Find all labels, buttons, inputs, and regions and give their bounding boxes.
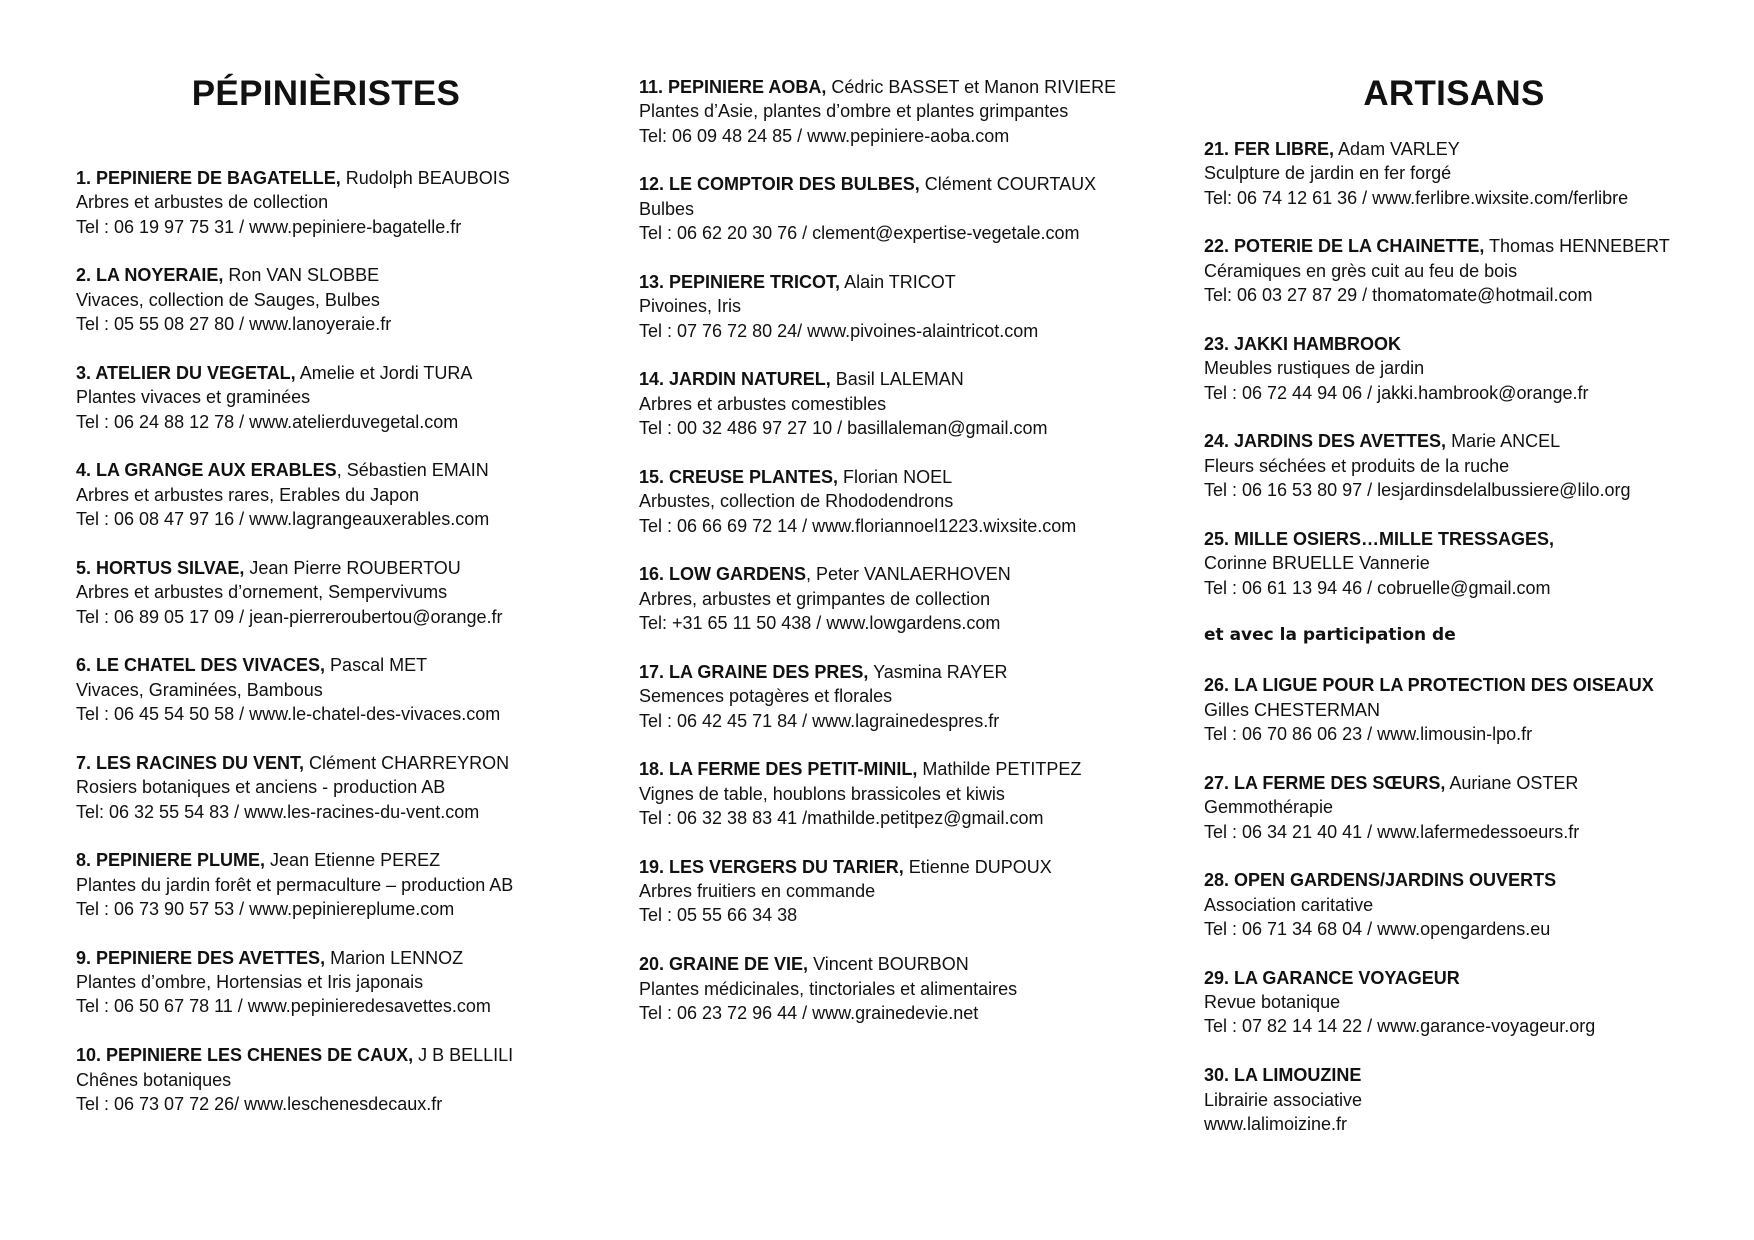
exhibitor-contact: Tel: 06 74 12 61 36 / www.ferlibre.wixsite.com/ferlibre — [1204, 187, 1629, 208]
exhibitor-contact: Tel : 06 23 72 96 44 / www.grainedevie.net — [639, 1002, 979, 1023]
exhibitor-name: 19. LES VERGERS DU TARIER, — [639, 856, 904, 877]
exhibitor-title-line — [1204, 966, 1670, 990]
exhibitor-title-line — [639, 562, 1116, 586]
exhibitor-title-line — [76, 458, 513, 482]
exhibitor-name: 27. LA FERME DES SŒURS, — [1204, 772, 1446, 793]
exhibitor-description: Meubles rustiques de jardin — [1204, 358, 1425, 379]
exhibitor-description: Revue botanique — [1204, 992, 1341, 1013]
exhibitor-entry — [639, 952, 1116, 1025]
exhibitor-contact: Tel : 06 71 34 68 04 / www.opengardens.eu — [1204, 918, 1551, 939]
exhibitor-title-line — [639, 172, 1116, 196]
exhibitor-title-line — [639, 465, 1116, 489]
exhibitor-name: 8. PEPINIERE PLUME, — [76, 850, 266, 871]
exhibitor-title-line — [1204, 1063, 1670, 1087]
exhibitor-contact: Tel : 06 70 86 06 23 / www.limousin-lpo.fr — [1204, 724, 1533, 745]
exhibitor-contact: www.lalimoizine.fr — [1204, 1113, 1348, 1134]
exhibitor-contact: Tel : 06 08 47 97 16 / www.lagrangeauxerables.com — [76, 509, 490, 530]
exhibitor-person: Florian NOEL — [838, 466, 953, 487]
exhibitor-person: Cédric BASSET et Manon RIVIERE — [826, 77, 1117, 97]
exhibitor-entry — [639, 855, 1116, 928]
exhibitor-person: Jean Etienne PEREZ — [265, 850, 441, 871]
exhibitor-description: Association caritative — [1204, 894, 1374, 915]
artisans-entries — [1204, 137, 1670, 600]
exhibitor-title-line — [1204, 527, 1670, 551]
exhibitor-name: 29. LA GARANCE VOYAGEUR — [1204, 967, 1460, 988]
exhibitor-name: 12. LE COMPTOIR DES BULBES, — [639, 174, 920, 195]
exhibitor-name: 10. PEPINIERE LES CHENES DE CAUX, — [76, 1045, 414, 1066]
exhibitor-person: Clément COURTAUX — [919, 174, 1097, 195]
exhibitor-description: Plantes vivaces et graminées — [76, 387, 311, 408]
exhibitor-name: 13. PEPINIERE TRICOT, — [639, 271, 841, 292]
exhibitor-description: Corinne BRUELLE Vannerie — [1204, 553, 1430, 574]
exhibitor-entry — [76, 361, 513, 434]
exhibitor-contact: Tel : 05 55 08 27 80 / www.lanoyeraie.fr — [76, 314, 392, 335]
exhibitor-contact: Tel : 06 45 54 50 58 / www.le-chatel-des-vivaces.com — [76, 704, 501, 725]
exhibitor-description: Vivaces, collection de Sauges, Bulbes — [76, 289, 380, 310]
exhibitor-person: Yasmina RAYER — [868, 661, 1008, 682]
exhibitor-person: Adam VARLEY — [1334, 139, 1460, 159]
exhibitor-title-line — [1204, 429, 1670, 453]
exhibitor-person: Clément CHARREYRON — [304, 752, 510, 773]
exhibitor-person: Etienne DUPOUX — [903, 856, 1052, 877]
exhibitor-name: 16. LOW GARDENS — [639, 564, 807, 585]
exhibitor-description: Céramiques en grès cuit au feu de bois — [1204, 260, 1518, 281]
exhibitor-title-line — [639, 367, 1116, 391]
exhibitor-description: Fleurs séchées et produits de la ruche — [1204, 455, 1510, 476]
exhibitor-contact: Tel: 06 32 55 54 83 / www.les-racines-du-vent.com — [76, 801, 480, 822]
exhibitor-description: Vivaces, Graminées, Bambous — [76, 679, 323, 700]
exhibitor-entry — [76, 1043, 513, 1116]
exhibitor-person: Vincent BOURBON — [808, 954, 969, 975]
exhibitor-name: 30. LA LIMOUZINE — [1204, 1065, 1362, 1086]
exhibitor-entry — [1204, 673, 1670, 746]
exhibitor-contact: Tel : 06 66 69 72 14 / www.floriannoel1223.wixsite.com — [639, 515, 1077, 536]
exhibitor-title-line — [76, 946, 513, 970]
exhibitor-person: Mathilde PETITPEZ — [917, 759, 1082, 780]
exhibitor-title-line — [1204, 332, 1670, 356]
exhibitor-title-line — [76, 263, 513, 287]
partner-entries — [1204, 673, 1670, 1136]
exhibitor-description: Plantes du jardin forêt et permaculture – production AB — [76, 874, 514, 895]
exhibitor-person: Rudolph BEAUBOIS — [340, 168, 510, 188]
exhibitor-entry — [639, 270, 1116, 343]
exhibitor-contact: Tel: 06 09 48 24 85 / www.pepiniere-aoba.com — [639, 125, 1010, 146]
exhibitor-contact: Tel : 07 76 72 80 24/ www.pivoines-alaintricot.com — [639, 320, 1039, 341]
exhibitor-entry — [1204, 137, 1670, 210]
exhibitor-contact: Tel : 05 55 66 34 38 — [639, 905, 798, 926]
exhibitor-person: Auriane OSTER — [1445, 772, 1579, 793]
exhibitor-person: Jean Pierre ROUBERTOU — [244, 557, 461, 578]
exhibitor-person: , Sébastien EMAIN — [336, 460, 489, 481]
exhibitor-description: Gemmothérapie — [1204, 797, 1334, 818]
exhibitor-entry — [639, 75, 1116, 148]
exhibitor-person: Pascal MET — [325, 655, 428, 676]
exhibitor-name: 28. OPEN GARDENS/JARDINS OUVERTS — [1204, 870, 1557, 891]
exhibitor-entry — [1204, 429, 1670, 502]
exhibitor-title-line — [1204, 868, 1670, 892]
exhibitor-title-line — [1204, 234, 1670, 258]
exhibitor-title-line — [76, 848, 513, 872]
exhibitor-contact: Tel : 06 16 53 80 97 / lesjardinsdelalbussiere@lilo.org — [1204, 480, 1631, 501]
exhibitor-contact: Tel : 06 24 88 12 78 / www.atelierduvegetal.com — [76, 411, 459, 432]
exhibitor-contact: Tel: 06 03 27 87 29 / thomatomate@hotmail.com — [1204, 285, 1593, 306]
exhibitor-title-line — [76, 556, 513, 580]
exhibitor-name: 2. LA NOYERAIE, — [76, 265, 224, 286]
exhibitor-title-line — [639, 75, 1116, 99]
exhibitor-entry — [1204, 771, 1670, 844]
exhibitor-title-line — [76, 361, 513, 385]
exhibitor-entry — [639, 757, 1116, 830]
exhibitor-entry — [1204, 332, 1670, 405]
exhibitor-description: Chênes botaniques — [76, 1069, 232, 1090]
nurseries-list-middle — [639, 75, 1116, 1050]
exhibitor-name: 24. JARDINS DES AVETTES, — [1204, 431, 1447, 452]
exhibitor-contact: Tel : 07 82 14 14 22 / www.garance-voyageur.org — [1204, 1016, 1596, 1037]
exhibitor-description: Plantes d’Asie, plantes d’ombre et plantes grimpantes — [639, 101, 1069, 122]
exhibitor-entry — [1204, 966, 1670, 1039]
exhibitor-entry — [76, 166, 513, 239]
exhibitor-description: Arbres et arbustes comestibles — [639, 393, 887, 414]
exhibitor-contact: Tel : 06 32 38 83 41 /mathilde.petitpez@gmail.com — [639, 807, 1044, 828]
exhibitor-description: Sculpture de jardin en fer forgé — [1204, 163, 1452, 184]
exhibitor-contact: Tel : 06 62 20 30 76 / clement@expertise-vegetale.com — [639, 223, 1080, 244]
exhibitor-name: 7. LES RACINES DU VENT, — [76, 752, 305, 773]
exhibitor-name: 20. GRAINE DE VIE, — [639, 954, 809, 975]
exhibitor-entry — [639, 465, 1116, 538]
exhibitor-title-line — [1204, 137, 1670, 161]
exhibitor-title-line — [1204, 771, 1670, 795]
exhibitor-contact: Tel : 06 61 13 94 46 / cobruelle@gmail.com — [1204, 577, 1551, 598]
exhibitor-person: , Peter VANLAERHOVEN — [806, 564, 1011, 585]
exhibitor-entry — [639, 660, 1116, 733]
exhibitor-description: Pivoines, Iris — [639, 296, 742, 317]
exhibitor-entry — [1204, 527, 1670, 600]
exhibitor-title-line — [639, 757, 1116, 781]
exhibitor-contact: Tel : 06 50 67 78 11 / www.pepinieredesavettes.com — [76, 996, 491, 1017]
exhibitor-contact: Tel : 00 32 486 97 27 10 / basillaleman@gmail.com — [639, 418, 1048, 439]
exhibitor-entry — [76, 751, 513, 824]
exhibitor-entry — [1204, 868, 1670, 941]
exhibitor-name: 18. LA FERME DES PETIT-MINIL, — [639, 759, 918, 780]
nurseries-list-left — [76, 166, 513, 1141]
exhibitor-name: 11. PEPINIERE AOBA, — [639, 77, 827, 97]
exhibitor-contact: Tel : 06 42 45 71 84 / www.lagrainedespres.fr — [639, 710, 1000, 731]
exhibitor-name: 3. ATELIER DU VEGETAL, — [76, 362, 296, 383]
exhibitor-description: Plantes d’ombre, Hortensias et Iris japonais — [76, 972, 424, 993]
exhibitor-title-line — [76, 1043, 513, 1067]
exhibitor-name: 26. LA LIGUE POUR LA PROTECTION DES OISEAUX — [1204, 675, 1654, 696]
exhibitor-description: Arbres et arbustes rares, Erables du Japon — [76, 484, 420, 505]
exhibitor-entry — [76, 848, 513, 921]
exhibitor-description: Gilles CHESTERMAN — [1204, 699, 1381, 720]
exhibitor-description: Librairie associative — [1204, 1089, 1363, 1110]
exhibitor-name: 25. MILLE OSIERS…MILLE TRESSAGES, — [1204, 528, 1555, 549]
exhibitor-name: 21. FER LIBRE, — [1204, 139, 1335, 159]
exhibitor-title-line — [639, 270, 1116, 294]
exhibitor-name: 17. LA GRAINE DES PRES, — [639, 661, 869, 682]
exhibitor-name: 22. POTERIE DE LA CHAINETTE, — [1204, 236, 1485, 257]
exhibitor-entry — [639, 172, 1116, 245]
exhibitor-title-line — [639, 952, 1116, 976]
exhibitor-entry — [639, 562, 1116, 635]
exhibitor-description: Vignes de table, houblons brassicoles et kiwis — [639, 783, 1005, 804]
exhibitor-entry — [76, 263, 513, 336]
exhibitor-title-line — [639, 855, 1116, 879]
exhibitor-person: Marie ANCEL — [1446, 431, 1561, 452]
exhibitor-person: Alain TRICOT — [840, 271, 956, 292]
exhibitor-title-line — [76, 166, 513, 190]
participation-heading: et avec la participation de — [1204, 625, 1456, 646]
exhibitor-description: Bulbes — [639, 198, 695, 219]
exhibitor-entry — [639, 367, 1116, 440]
exhibitor-contact: Tel : 06 89 05 17 09 / jean-pierreroubertou@orange.fr — [76, 606, 503, 627]
exhibitor-entry — [76, 556, 513, 629]
exhibitor-entry — [76, 458, 513, 531]
exhibitor-description: Rosiers botaniques et anciens - production AB — [76, 777, 446, 798]
exhibitor-name: 6. LE CHATEL DES VIVACES, — [76, 655, 326, 676]
exhibitor-contact: Tel : 06 34 21 40 41 / www.lafermedessoeurs.fr — [1204, 821, 1580, 842]
exhibitor-description: Plantes médicinales, tinctoriales et alimentaires — [639, 978, 1018, 999]
exhibitor-person: Ron VAN SLOBBE — [223, 265, 380, 286]
exhibitor-description: Arbustes, collection de Rhododendrons — [639, 491, 954, 512]
exhibitor-contact: Tel : 06 73 07 72 26/ www.leschenesdecaux.fr — [76, 1093, 443, 1114]
exhibitor-entry — [76, 653, 513, 726]
exhibitor-name: 5. HORTUS SILVAE, — [76, 557, 245, 578]
exhibitor-contact: Tel : 06 72 44 94 06 / jakki.hambrook@orange.fr — [1204, 382, 1589, 403]
exhibitor-person: Amelie et Jordi TURA — [295, 362, 473, 383]
exhibitor-contact: Tel : 06 73 90 57 53 / www.pepiniereplume.com — [76, 898, 455, 919]
exhibitor-title-line — [639, 660, 1116, 684]
exhibitor-contact: Tel : 06 19 97 75 31 / www.pepiniere-bagatelle.fr — [76, 216, 462, 237]
exhibitor-description: Arbres et arbustes d’ornement, Sempervivums — [76, 582, 448, 603]
exhibitor-name: 4. LA GRANGE AUX ERABLES — [76, 460, 337, 481]
nurseries-heading: PÉPINIÈRISTES — [191, 74, 461, 113]
exhibitor-person: Marion LENNOZ — [325, 947, 464, 968]
exhibitor-entry — [76, 946, 513, 1019]
exhibitor-person: Thomas HENNEBERT — [1484, 236, 1670, 257]
artisans-heading: ARTISANS — [1363, 74, 1545, 113]
exhibitor-title-line — [1204, 673, 1670, 697]
exhibitor-contact: Tel: +31 65 11 50 438 / www.lowgardens.com — [639, 613, 1001, 634]
exhibitor-title-line — [76, 653, 513, 677]
exhibitor-person: Basil LALEMAN — [830, 369, 964, 390]
exhibitor-name: 14. JARDIN NATUREL, — [639, 369, 831, 390]
exhibitor-entry — [1204, 1063, 1670, 1136]
exhibitor-description: Arbres fruitiers en commande — [639, 881, 876, 902]
exhibitor-description: Semences potagères et florales — [639, 686, 893, 707]
exhibitor-name: 1. PEPINIERE DE BAGATELLE, — [76, 168, 341, 188]
exhibitor-name: 9. PEPINIERE DES AVETTES, — [76, 947, 326, 968]
exhibitor-title-line — [76, 751, 513, 775]
exhibitor-description: Arbres, arbustes et grimpantes de collection — [639, 588, 991, 609]
exhibitor-name: 15. CREUSE PLANTES, — [639, 466, 839, 487]
exhibitor-description: Arbres et arbustes de collection — [76, 192, 329, 213]
exhibitor-entry — [1204, 234, 1670, 307]
exhibitor-name: 23. JAKKI HAMBROOK — [1204, 333, 1402, 354]
exhibitor-person: J B BELLILI — [413, 1045, 514, 1066]
artisans-list — [1204, 137, 1670, 1161]
